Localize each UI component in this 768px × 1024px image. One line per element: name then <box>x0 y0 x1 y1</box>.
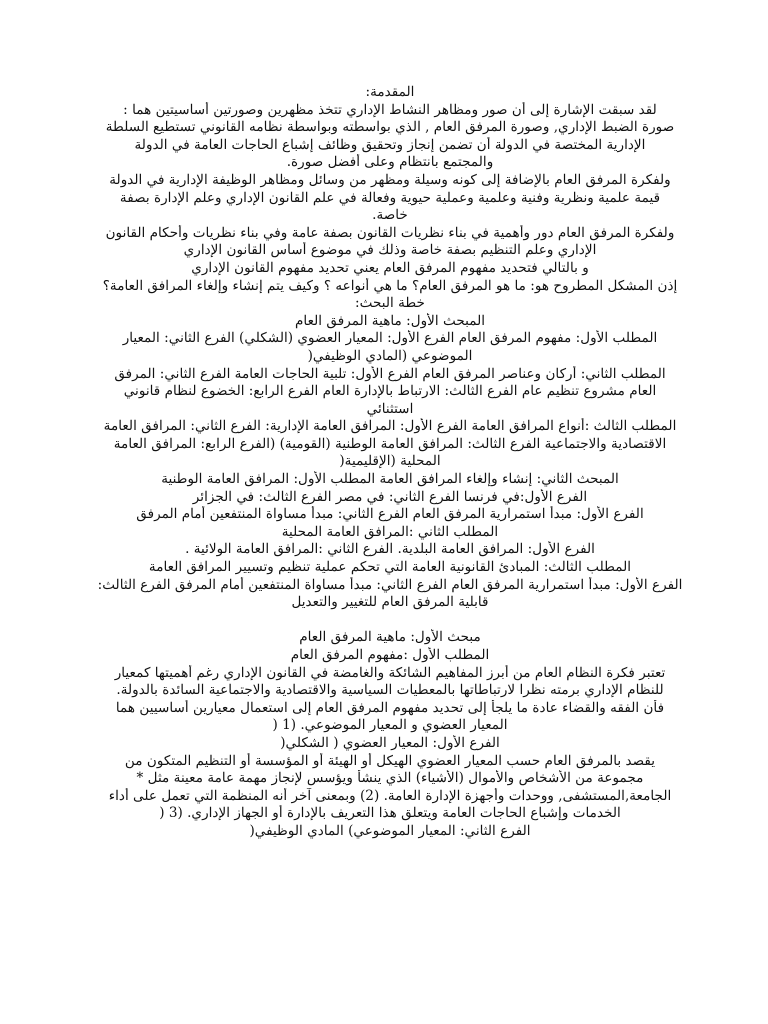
text-line: الفرع الأول:في فرنسا الفرع الثاني: في مصر الفرع الثالث: في الجزائر <box>192 488 588 505</box>
text-line: الإدارية المختصة في الدولة أن تضمن إنجاز وتحقيق وظائف إشباع الحاجات العامة في الدولة <box>134 136 646 153</box>
text-line: الموضوعي (المادي الوظيفي( <box>307 347 473 364</box>
text-line: يقصد بالمرفق العام حسب المعيار العضوي الهيكل أو الهيئة أو المؤسسة أو التنظيم المتكون من <box>124 752 656 769</box>
text-line: المقدمة: <box>365 84 415 100</box>
text-line: المبحث الثاني: إنشاء وإلغاء المرافق العامة المطلب الأول: المرافق العامة الوطنية <box>161 471 619 488</box>
text-line: المطلب الثالث :أنواع المرافق العامة الفرع الأول: المرافق العامة الإدارية: الفرع الثاني: المرافق العامة <box>103 418 677 435</box>
text-line: المعيار العضوي و المعيار الموضوعي. (1 ( <box>272 717 508 734</box>
text-line: فأن الفقه والقضاء عادة ما يلجأ إلى تحديد مفهوم المرفق العام إلى استعمال معيارين أساسيين هما <box>115 699 665 716</box>
text-line: خطة البحث: <box>355 295 425 312</box>
text-line: تعتبر فكرة النظام العام من أبرز المفاهيم الشائكة والغامضة في القانون الإداري رغم أهميتها كمعيار <box>114 664 666 681</box>
text-line: المطلب الأول :مفهوم المرفق العام <box>290 647 490 663</box>
text-line: الاقتصادية والاجتماعية الفرع الثالث: المرافق العامة الوطنية (القومية) (الفرع الرابع: المرافق العامة <box>113 435 667 452</box>
text-line: و بالتالي فتحديد مفهوم المرفق العام يعني تحديد مفهوم القانون الإداري <box>191 259 589 276</box>
text-line: خاصة. <box>372 207 408 224</box>
text-line: المبحث الأول: ماهية المرفق العام <box>295 312 485 329</box>
text-line: المطلب الثاني :المرافق العامة المحلية <box>281 523 499 540</box>
text-line: قيمة علمية ونظرية وفنية وعلمية وعملية حيوية وفعالة في علم القانون الإداري وعلم الإدارة بصفة <box>119 189 661 206</box>
text-line: الفرع الثاني: المعيار الموضوعي) المادي الوظيفي( <box>249 822 531 839</box>
text-line: والمجتمع بانتظام وعلى أفضل صورة. <box>286 154 494 171</box>
text-line: المطلب الثاني: أركان وعناصر المرفق العام الفرع الأول: تلبية الحاجات العامة الفرع الثاني: المرفق <box>114 365 666 382</box>
text-line: المحلية (الإقليمية( <box>339 453 441 470</box>
text-line: ولفكرة المرفق العام بالإضافة إلى كونه وسيلة ومظهر من وسائل ومظاهر الوظيفة الإدارية في الدولة <box>109 171 671 188</box>
text-line: العام مشروع تنظيم عام الفرع الثالث: الارتباط بالإدارة العام الفرع الرابع: الخضوع لنظام قانوني <box>123 383 657 400</box>
text-line: الفرع الأول: مبدأ استمرارية المرفق العام الفرع الثاني: مبدأ مساواة المنتفعين أمام المرفق <box>136 506 644 523</box>
text-line: الإداري وعلم التنظيم بصفة خاصة وذلك في موضوع أساس القانون الإداري <box>183 242 597 259</box>
text-line: إذن المشكل المطروح هو: ما هو المرفق العام؟ ما هي أنواعه ؟ وكيف يتم إنشاء وإلغاء المرافق العامة؟ <box>102 277 678 294</box>
text-line: للنظام الإداري برمته نظرا لارتباطاتها بالمعطيات السياسية والاقتصادية والاجتماعية السائدة بالدولة. <box>116 682 664 699</box>
text-line: مبحث الأول: ماهية المرفق العام <box>299 629 481 646</box>
text-line: الفرع الأول: المرافق العامة البلدية. الفرع الثاني :المرافق العامة الولائية . <box>185 541 595 558</box>
text-line: لقد سبقت الإشارة إلى أن صور ومظاهر النشاط الإداري تتخذ مظهرين وصورتين أساسيتين هما : <box>123 101 657 118</box>
text-line: صورة الضبط الإداري, وصورة المرفق العام , الذي بواسطته وبواسطة نظامه القانوني تستطيع السلطة <box>105 119 675 136</box>
text-line: استثنائي <box>366 400 414 417</box>
text-line: ولفكرة المرفق العام دور وأهمية في بناء نظريات القانون بصفة عامة وفي بناء نظريات وأحكام القانون <box>105 224 675 241</box>
text-line: المطلب الثالث: المبادئ القانونية العامة التي تحكم عملية تنظيم وتسيير المرافق العامة <box>148 559 632 576</box>
text-line: الخدمات وإشباع الحاجات العامة ويتعلق هذا التعريف بالإدارة أو الجهاز الإداري. (3 ( <box>159 805 621 822</box>
text-line: الجامعة,المستشفى, ووحدات وأجهزة الإدارة العامة. (2) وبمعنى آخر أنه المنظمة التي تعمل على أداء <box>108 787 672 804</box>
text-line <box>78 612 702 630</box>
text-line: الفرع الأول: المعيار العضوي ( الشكلي( <box>280 734 500 751</box>
text-line: مجموعة من الأشخاص والأموال (الأشياء) الذي ينشأ ويؤسس لإنجاز مهمة عامة معينة مثل * <box>136 770 644 787</box>
document-body <box>78 84 702 841</box>
text-line: المطلب الأول: مفهوم المرفق العام الفرع الأول: المعيار العضوي (الشكلي) الفرع الثاني: المعيار <box>122 330 658 347</box>
text-line: قابلية المرفق العام للتغيير والتعديل <box>291 594 489 611</box>
text-line: الفرع الأول: مبدأ استمرارية المرفق العام الفرع الثاني: مبدأ مساواة المنتفعين أمام المرفق الفرع الثالث: <box>97 576 683 593</box>
